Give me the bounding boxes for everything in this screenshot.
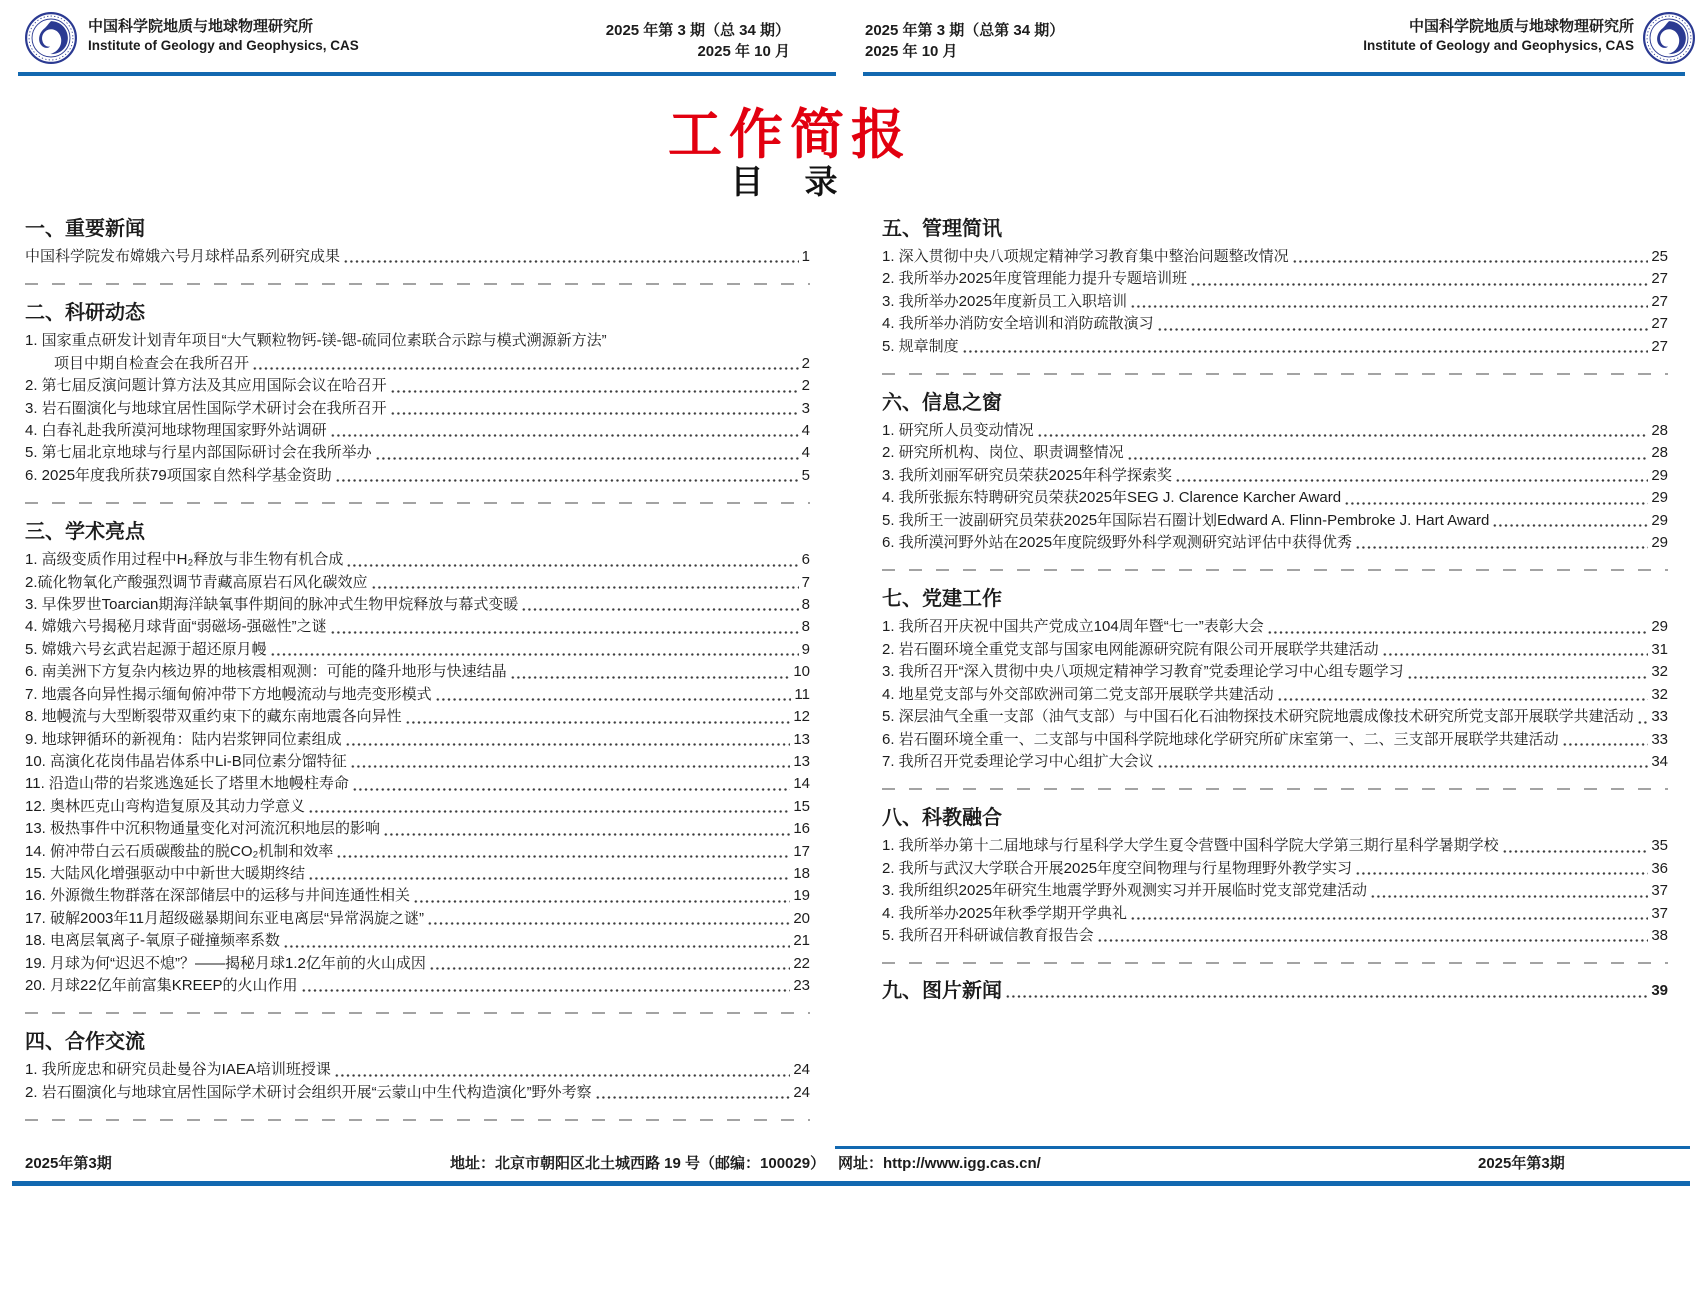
issue-date: 2025 年 10 月 xyxy=(865,43,958,60)
org-block-right xyxy=(1190,17,1634,55)
page-number: 22 xyxy=(793,954,810,972)
section-divider xyxy=(882,373,1668,375)
entry-text: 11. 沿造山带的岩浆逃逸延长了塔里木地幔柱寿命 xyxy=(25,775,349,793)
page-number: 34 xyxy=(1651,752,1668,770)
page-number: 5 xyxy=(801,466,810,484)
entry-text: 2. 我所举办2025年度管理能力提升专题培训班 xyxy=(882,270,1188,288)
entry-text: 4. 白春礼赴我所漠河地球物理国家野外站调研 xyxy=(25,422,327,440)
entry-text: 4. 我所举办2025年秋季学期开学典礼 xyxy=(882,904,1128,922)
entry-text: 1. 我所召开庆祝中国共产党成立104周年暨“七一”表彰大会 xyxy=(882,618,1264,636)
page-number: 14 xyxy=(793,775,810,793)
page-number: 4 xyxy=(801,422,810,440)
toc-entry xyxy=(882,661,1668,683)
toc-entry xyxy=(25,549,810,571)
page-number: 37 xyxy=(1651,904,1668,922)
toc-entry xyxy=(25,729,810,751)
header-rule-left xyxy=(18,72,836,76)
toc-entry xyxy=(25,863,810,885)
toc-entry xyxy=(882,706,1668,728)
entry-text: 17. 破解2003年11月超级磁暴期间东亚电离层“异常涡旋之谜” xyxy=(25,909,424,927)
entry-text: 3. 岩石圈演化与地球宜居性国际学术研讨会在我所召开 xyxy=(25,399,387,417)
entry-text: 3. 早侏罗世Toarcian期海洋缺氧事件期间的脉冲式生物甲烷释放与幕式变暖 xyxy=(25,596,519,614)
issue-number: 2025 年第 3 期（总 34 期） xyxy=(605,22,790,39)
entry-text: 7. 地震各向异性揭示缅甸俯冲带下方地幔流动与地壳变形模式 xyxy=(25,685,432,703)
entry-text: 9. 地球钾循环的新视角：陆内岩浆钾同位素组成 xyxy=(25,730,342,748)
entry-text: 中国科学院发布嫦娥六号月球样品系列研究成果 xyxy=(25,248,341,265)
toc-entry xyxy=(882,313,1668,335)
toc-section xyxy=(25,301,810,487)
toc-entry xyxy=(25,796,810,818)
entry-text: 18. 电离层氧离子-氧原子碰撞频率系数 xyxy=(25,932,281,950)
entry-text: 14. 俯冲带白云石质碳酸盐的脱CO₂机制和效率 xyxy=(25,842,334,860)
footer-rule-bottom xyxy=(12,1181,1690,1186)
toc-entry xyxy=(25,975,810,997)
section-heading: 六、信息之窗 xyxy=(882,392,1002,415)
toc-entry xyxy=(882,442,1668,464)
page-number: 32 xyxy=(1651,663,1668,681)
entry-text: 4. 嫦娥六号揭秘月球背面“弱磁场-强磁性”之谜 xyxy=(25,618,327,636)
toc-entry xyxy=(25,572,810,594)
section-divider xyxy=(25,283,810,285)
institute-logo-icon xyxy=(1642,11,1696,65)
entry-text: 3. 我所召开“深入贯彻中央八项规定精神学习教育”党委理论学习中心组专题学习 xyxy=(882,663,1404,681)
page-number: 24 xyxy=(793,1083,810,1101)
toc-entry xyxy=(882,751,1668,773)
page-number: 27 xyxy=(1651,270,1668,288)
page-number: 29 xyxy=(1651,511,1668,529)
toc-entry xyxy=(882,835,1668,857)
entry-text: 5. 深层油气全重一支部（油气支部）与中国石化石油物探技术研究院地震成像技术研究所党支部开展联学共建活动 xyxy=(882,708,1634,726)
toc-entry xyxy=(25,818,810,840)
section-divider xyxy=(882,962,1668,964)
toc-entry xyxy=(882,420,1668,442)
entry-text: 2. 我所与武汉大学联合开展2025年度空间物理与行星物理野外教学实习 xyxy=(882,859,1353,877)
entry-text: 2. 岩石圈环境全重党支部与国家电网能源研究院有限公司开展联学共建活动 xyxy=(882,640,1379,658)
section-divider xyxy=(25,1119,810,1121)
page-number: 23 xyxy=(793,976,810,994)
page-number: 13 xyxy=(793,752,810,770)
section-heading: 四、合作交流 xyxy=(25,1031,145,1054)
section-heading: 三、学术亮点 xyxy=(25,521,145,544)
page-number: 15 xyxy=(793,797,810,815)
toc-entry xyxy=(882,684,1668,706)
toc-entry xyxy=(25,420,810,442)
entry-text: 5. 规章制度 xyxy=(882,337,959,355)
issue-block-left xyxy=(480,20,790,62)
toc-entry xyxy=(25,616,810,638)
footer-issue-right: 2025年第3期 xyxy=(1478,1155,1565,1172)
page-number: 27 xyxy=(1651,337,1668,355)
toc-entry xyxy=(25,661,810,683)
page-number: 29 xyxy=(1651,489,1668,507)
entry-text: 1. 国家重点研发计划青年项目“大气颗粒物钙-镁-锶-硫同位素联合示踪与模式溯源新方法” xyxy=(25,332,607,350)
footer-website: 网址：http://www.igg.cas.cn/ xyxy=(838,1155,1041,1172)
page-number: 1 xyxy=(801,248,810,265)
entry-text: 2. 岩石圈演化与地球宜居性国际学术研讨会组织开展“云蒙山中生代构造演化”野外考察 xyxy=(25,1083,592,1101)
section-heading: 七、党建工作 xyxy=(882,588,1002,611)
toc-entry xyxy=(882,336,1668,358)
toc-section xyxy=(25,520,810,997)
page-number: 36 xyxy=(1651,859,1668,877)
entry-text: 7. 我所召开党委理论学习中心组扩大会议 xyxy=(882,752,1154,770)
section-divider xyxy=(882,788,1668,790)
page-number: 29 xyxy=(1651,618,1668,636)
page-number: 16 xyxy=(793,820,810,838)
toc-entry xyxy=(25,1059,810,1081)
toc-section xyxy=(882,980,1668,1002)
entry-text: 6. 2025年度我所获79项国家自然科学基金资助 xyxy=(25,466,332,484)
org-block-left xyxy=(88,17,359,55)
entry-text: 6. 南美洲下方复杂内核边界的地核震相观测：可能的隆升地形与快速结晶 xyxy=(25,663,507,681)
entry-text: 1. 研究所人员变动情况 xyxy=(882,422,1034,440)
page-number: 28 xyxy=(1651,422,1668,440)
page-number: 13 xyxy=(793,730,810,748)
toc-column-right xyxy=(882,201,1668,1008)
entry-text: 19. 月球为何“迟迟不熄”？——揭秘月球1.2亿年前的火山成因 xyxy=(25,954,426,972)
toc-entry xyxy=(25,330,810,352)
page-number: 28 xyxy=(1651,444,1668,462)
toc-entry xyxy=(25,398,810,420)
page-number: 25 xyxy=(1651,248,1668,265)
toc-entry xyxy=(882,880,1668,902)
toc-entry xyxy=(882,925,1668,947)
page-number: 12 xyxy=(793,708,810,726)
institute-logo-icon xyxy=(24,11,78,65)
entry-text: 1. 我所庞忠和研究员赴曼谷为IAEA培训班授课 xyxy=(25,1061,331,1079)
section-title: 九、图片新闻 xyxy=(882,980,1002,1003)
page-number: 11 xyxy=(794,685,810,703)
toc-entry xyxy=(25,353,810,375)
page-number: 4 xyxy=(801,444,810,462)
section-divider xyxy=(882,569,1668,571)
entry-text: 5. 嫦娥六号玄武岩起源于超还原月幔 xyxy=(25,640,267,658)
toc-entry xyxy=(25,594,810,616)
toc-entry xyxy=(25,751,810,773)
page-number: 29 xyxy=(1651,466,1668,484)
org-name-cn: 中国科学院地质与地球物理研究所 xyxy=(1408,18,1634,35)
page-number: 10 xyxy=(793,663,810,681)
page-number: 38 xyxy=(1651,926,1668,944)
toc-entry xyxy=(882,510,1668,532)
section-heading: 二、科研动态 xyxy=(25,302,145,325)
toc-entry xyxy=(25,639,810,661)
section-divider xyxy=(25,1012,810,1014)
page-number: 3 xyxy=(801,399,810,417)
toc-entry xyxy=(25,885,810,907)
header-rule-right xyxy=(863,72,1685,76)
entry-text: 2. 研究所机构、岗位、职责调整情况 xyxy=(882,444,1124,462)
org-name-cn: 中国科学院地质与地球物理研究所 xyxy=(88,18,314,35)
toc-section xyxy=(882,806,1668,947)
entry-text: 4. 地星党支部与外交部欧洲司第二党支部开展联学共建活动 xyxy=(882,685,1274,703)
toc-section xyxy=(882,391,1668,554)
toc-entry xyxy=(882,858,1668,880)
page-number: 2 xyxy=(801,354,810,372)
toc-entry xyxy=(25,442,810,464)
page-number: 18 xyxy=(793,864,810,882)
toc-column-left xyxy=(25,201,810,1131)
footer-address: 地址：北京市朝阳区北土城西路 19 号（邮编：100029） xyxy=(450,1155,826,1172)
footer-rule-right xyxy=(835,1146,1690,1149)
toc-entry xyxy=(882,465,1668,487)
entry-text: 20. 月球22亿年前富集KREEP的火山作用 xyxy=(25,976,298,994)
toc-entry xyxy=(25,841,810,863)
entry-text: 15. 大陆风化增强驱动中中新世大暖期终结 xyxy=(25,864,306,882)
entry-text: 1. 高级变质作用过程中H₂释放与非生物有机合成 xyxy=(25,551,344,569)
entry-text: 4. 我所举办消防安全培训和消防疏散演习 xyxy=(882,315,1154,333)
page-number: 2 xyxy=(801,377,810,395)
page-number: 17 xyxy=(793,842,810,860)
toc-entry xyxy=(25,375,810,397)
page-number: 31 xyxy=(1651,640,1668,658)
page-number: 29 xyxy=(1651,534,1668,552)
toc-section xyxy=(25,217,810,268)
entry-text: 16. 外源微生物群落在深部储层中的运移与井间连通性相关 xyxy=(25,887,411,905)
page-number: 8 xyxy=(801,596,810,614)
toc-section xyxy=(25,1030,810,1104)
toc-entry xyxy=(882,729,1668,751)
entry-text: 6. 岩石圈环境全重一、二支部与中国科学院地球化学研究所矿床室第一、二、三支部开展联学共建活动 xyxy=(882,730,1559,748)
toc-entry xyxy=(25,953,810,975)
page-number: 6 xyxy=(801,551,810,569)
page-number: 24 xyxy=(793,1061,810,1079)
entry-text: 13. 极热事件中沉积物通量变化对河流沉积地层的影响 xyxy=(25,820,381,838)
issue-block-right xyxy=(865,20,1195,62)
section-heading: 八、科教融合 xyxy=(882,807,1002,830)
page-number: 33 xyxy=(1651,708,1668,726)
page-number: 27 xyxy=(1651,315,1668,333)
entry-text: 10. 高演化花岗伟晶岩体系中Li-B同位素分馏特征 xyxy=(25,752,347,770)
org-name-en: Institute of Geology and Geophysics, CAS xyxy=(1363,38,1634,53)
entry-text: 1. 我所举办第十二届地球与行星科学大学生夏令营暨中国科学院大学第三期行星科学暑期学校 xyxy=(882,837,1499,855)
page-number: 7 xyxy=(801,573,810,591)
section-heading xyxy=(882,980,1668,1002)
toc-entry xyxy=(882,246,1668,268)
toc-entry xyxy=(25,465,810,487)
toc-entry xyxy=(25,246,810,268)
toc-entry xyxy=(25,684,810,706)
entry-text: 2.硫化物氧化产酸强烈调节青藏高原岩石风化碳效应 xyxy=(25,573,368,591)
toc-entry xyxy=(882,903,1668,925)
section-heading: 五、管理简讯 xyxy=(882,218,1002,240)
toc-entry xyxy=(882,268,1668,290)
page-number: 27 xyxy=(1651,292,1668,310)
entry-text: 4. 我所张振东特聘研究员荣获2025年SEG J. Clarence Karcher Award xyxy=(882,489,1342,507)
page-number: 35 xyxy=(1651,837,1668,855)
entry-text: 5. 我所王一波副研究员荣获2025年国际岩石圈计划Edward A. Flinn-Pembroke J. Hart Award xyxy=(882,511,1490,529)
footer-issue-left: 2025年第3期 xyxy=(25,1155,112,1172)
entry-text: 8. 地幔流与大型断裂带双重约束下的藏东南地震各向异性 xyxy=(25,708,402,726)
toc-entry xyxy=(25,773,810,795)
page-number: 20 xyxy=(793,909,810,927)
issue-date: 2025 年 10 月 xyxy=(697,43,790,60)
entry-text: 2. 第七届反演问题计算方法及其应用国际会议在哈召开 xyxy=(25,377,387,395)
page-number: 19 xyxy=(793,887,810,905)
page-number: 8 xyxy=(801,618,810,636)
entry-text: 3. 我所刘丽军研究员荣获2025年科学探索奖 xyxy=(882,466,1173,484)
toc-entry xyxy=(882,616,1668,638)
org-name-en: Institute of Geology and Geophysics, CAS xyxy=(88,38,359,53)
toc-entry xyxy=(25,908,810,930)
toc-title: 目 录 xyxy=(730,162,842,201)
page-number: 33 xyxy=(1651,730,1668,748)
section-divider xyxy=(25,502,810,504)
toc-entry xyxy=(25,706,810,728)
toc-entry xyxy=(882,639,1668,661)
entry-text: 5. 我所召开科研诚信教育报告会 xyxy=(882,926,1094,944)
entry-text: 5. 第七届北京地球与行星内部国际研讨会在我所举办 xyxy=(25,444,372,462)
entry-text: 12. 奥林匹克山弯构造复原及其动力学意义 xyxy=(25,797,306,815)
issue-number: 2025 年第 3 期（总第 34 期） xyxy=(865,22,1065,39)
toc-entry xyxy=(882,532,1668,554)
entry-text: 3. 我所组织2025年研究生地震学野外观测实习并开展临时党支部党建活动 xyxy=(882,882,1368,900)
bulletin-title: 工作简报 xyxy=(668,102,912,166)
entry-text: 1. 深入贯彻中央八项规定精神学习教育集中整治问题整改情况 xyxy=(882,248,1289,265)
page-number: 39 xyxy=(1651,982,1668,1000)
entry-text: 3. 我所举办2025年度新员工入职培训 xyxy=(882,292,1128,310)
page-number: 32 xyxy=(1651,685,1668,703)
toc-section xyxy=(882,217,1668,358)
toc-entry xyxy=(25,930,810,952)
toc-entry xyxy=(882,487,1668,509)
entry-text: 6. 我所漠河野外站在2025年度院级野外科学观测研究站评估中获得优秀 xyxy=(882,534,1353,552)
page-number: 9 xyxy=(801,640,810,658)
section-heading: 一、重要新闻 xyxy=(25,218,145,240)
toc-entry xyxy=(882,291,1668,313)
entry-text: 项目中期自检查会在我所召开 xyxy=(54,354,250,372)
page-number: 21 xyxy=(793,932,810,950)
toc-entry xyxy=(25,1082,810,1104)
toc-section xyxy=(882,587,1668,773)
page-number: 37 xyxy=(1651,882,1668,900)
